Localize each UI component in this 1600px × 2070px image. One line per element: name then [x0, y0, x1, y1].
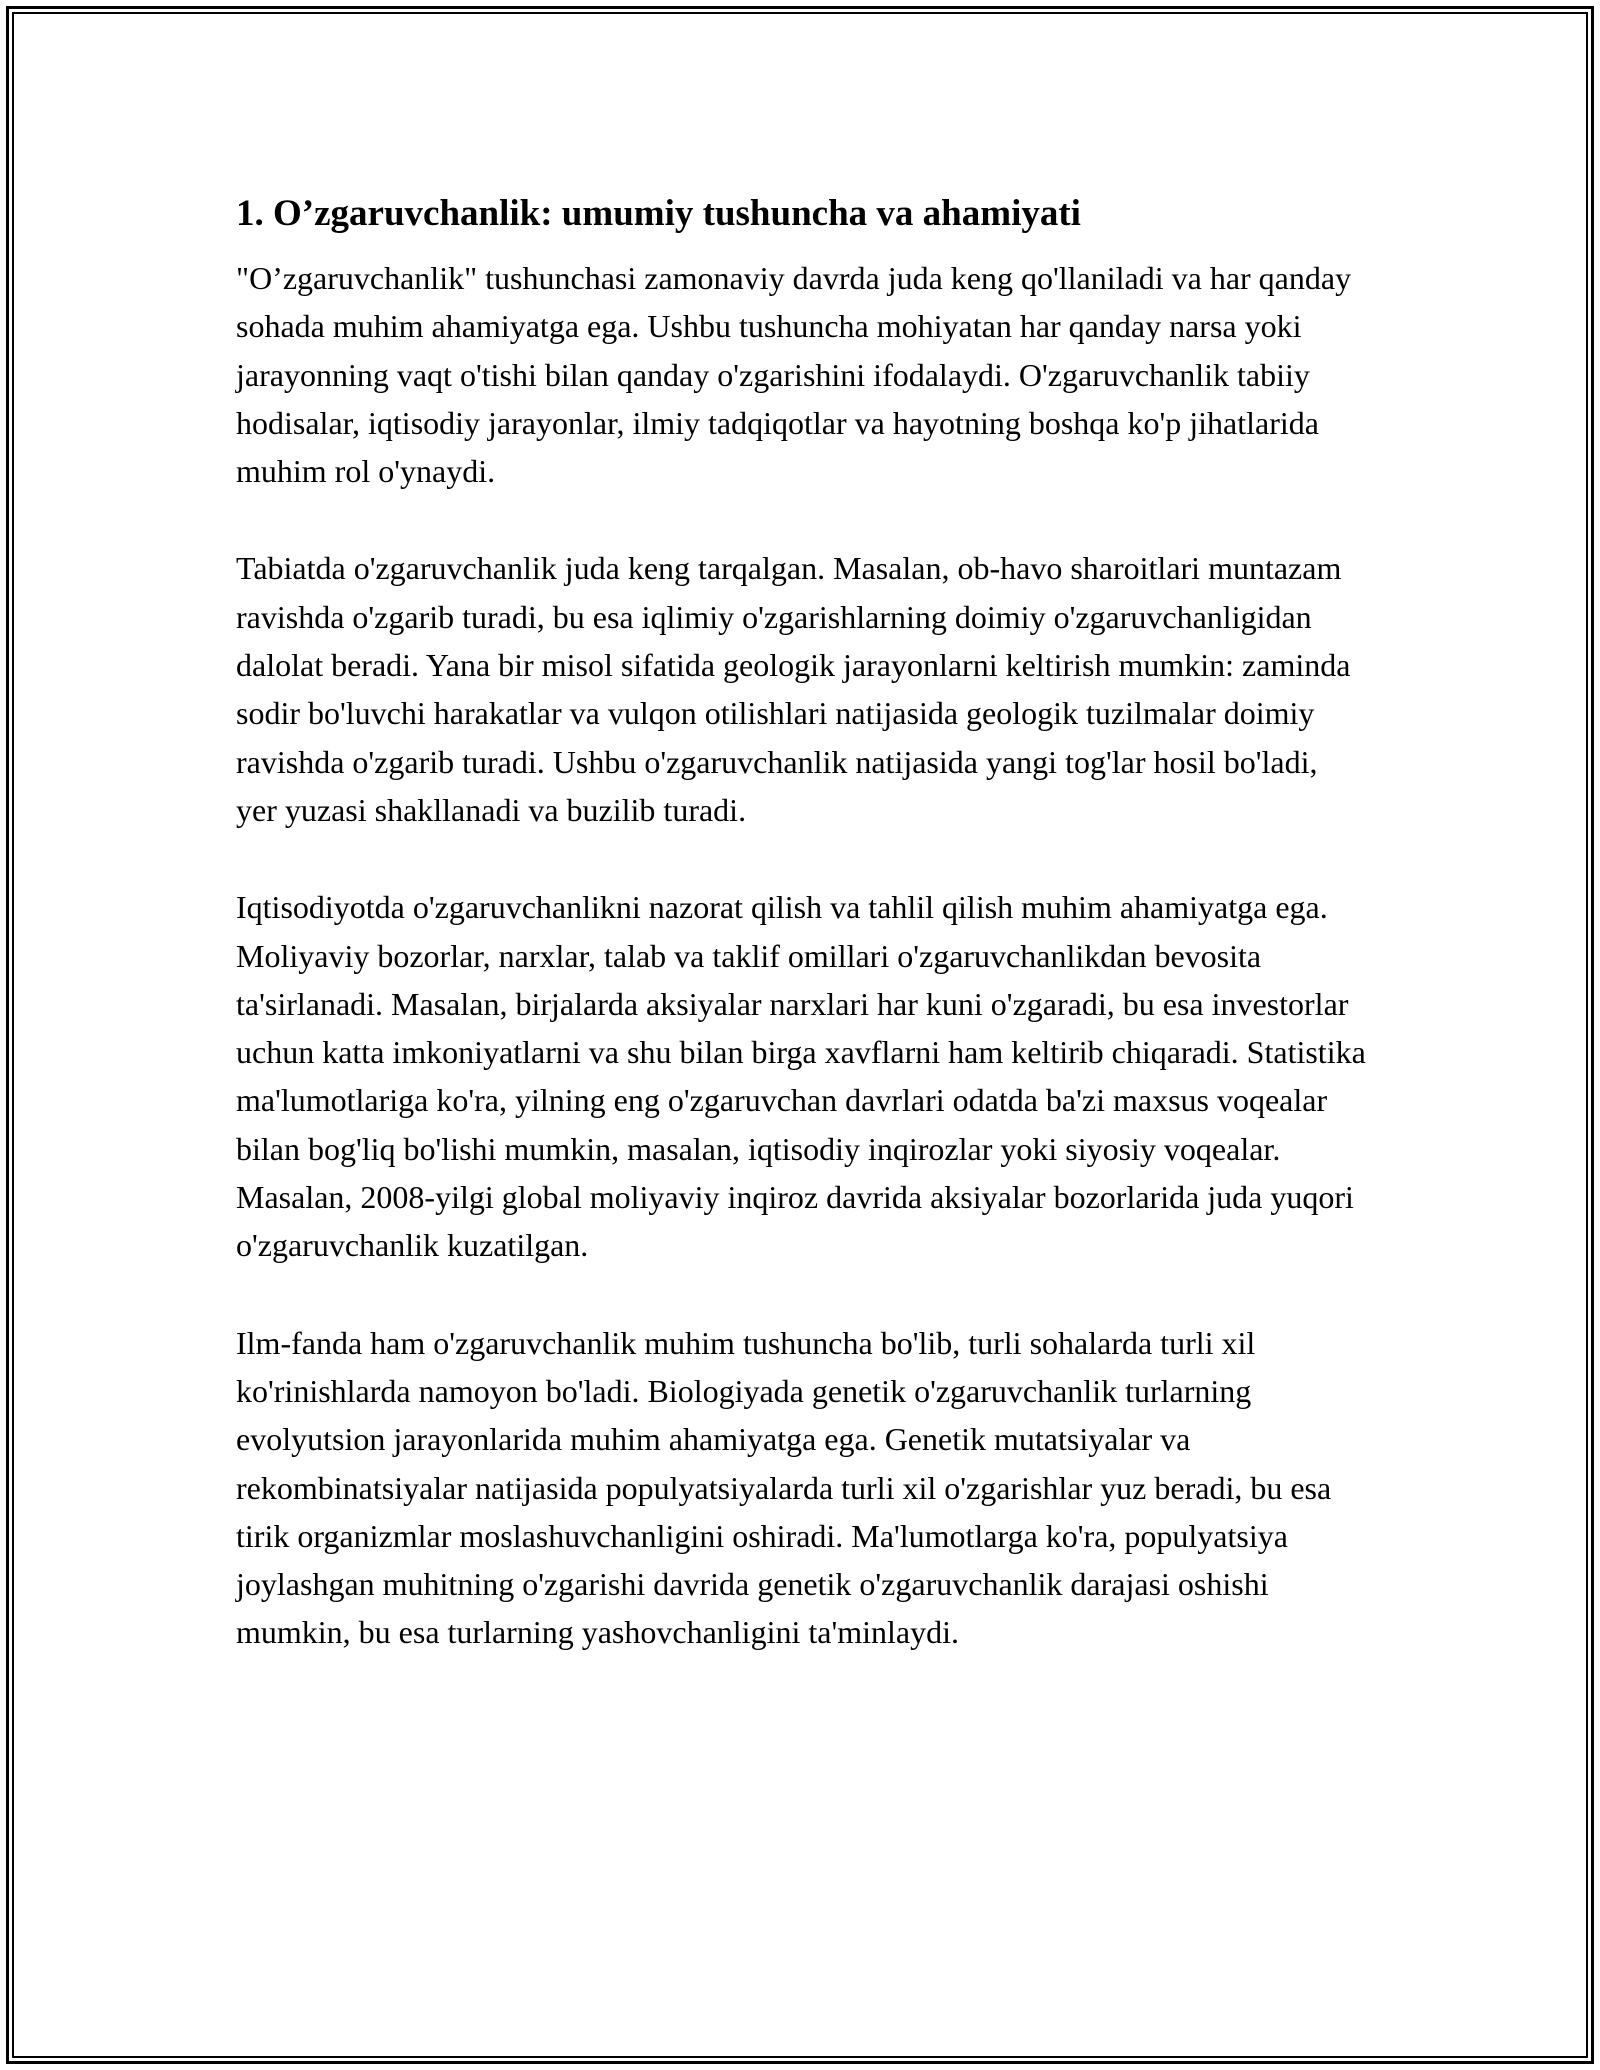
paragraph-science: Ilm-fanda ham o'zgaruvchanlik muhim tushuncha bo'lib, turli sohalarda turli xil ko'rinishlarda namoyon bo'ladi. Biologiyada genetik o'zgaruvchanlik turlarning evolyutsion jarayonlarida muhim ahamiyatga ega. Genetik mutatsiyalar va rekombinatsiyalar natijasida populyatsiyalarda turli xil o'zgarishlar yuz beradi, bu esa tirik organizmlar moslashuvchanligini oshiradi. Ma'lumotlarga ko'ra, populyatsiya joylashgan muhitning o'zgarishi davrida genetik o'zgaruvchanlik darajasi oshishi mumkin, bu esa turlarning yashovchanligini ta'minlaydi. [236, 1324, 1332, 1651]
paragraph-intro: "O’zgaruvchanlik" tushunchasi zamonaviy davrda juda keng qo'llaniladi va har qanday sohada muhim ahamiyatga ega. Ushbu tushuncha mohiyatan har qanday narsa yoki jarayonning vaqt o'tishi bilan qanday o'zgarishini ifodalaydi. O'zgaruvchanlik tabiiy hodisalar, iqtisodiy jarayonlar, ilmiy tadqiqotlar va hayotning boshqa ko'p jihatlarida muhim rol o'ynaydi. [236, 260, 1352, 490]
paragraph-economy: Iqtisodiyotda o'zgaruvchanlikni nazorat qilish va tahlil qilish muhim ahamiyatga ega. Moliyaviy bozorlar, narxlar, talab va taklif omillari o'zgaruvchanlikdan bevosita ta'sirlanadi. Masalan, birjalarda aksiyalar narxlari har kuni o'zgaradi, bu esa investorlar uchun katta imkoniyatlarni va shu bilan birga xavflarni ham keltirib chiqaradi. Statistika ma'lumotlariga ko'ra, yilning eng o'zgaruvchan davrlari odatda ba'zi maxsus voqealar bilan bog'liq bo'lishi mumkin, masalan, iqtisodiy inqirozlar yoki siyosiy voqealar. Masalan, 2008-yilgi global moliyaviy inqiroz davrida aksiyalar bozorlarida juda yuqori o'zgaruvchanlik kuzatilgan. [236, 889, 1366, 1264]
document-body [236, 186, 1366, 1706]
section-heading: 1. O’zgaruvchanlik: umumiy tushuncha va ahamiyati [236, 193, 1081, 234]
paragraph-nature: Tabiatda o'zgaruvchanlik juda keng tarqalgan. Masalan, ob-havo sharoitlari muntazam ravishda o'zgarib turadi, bu esa iqlimiy o'zgarishlarning doimiy o'zgaruvchanligidan dalolat beradi. Yana bir misol sifatida geologik jarayonlarni keltirish mumkin: zaminda sodir bo'luvchi harakatlar va vulqon otilishlari natijasida geologik tuzilmalar doimiy ravishda o'zgarib turadi. Ushbu o'zgaruvchanlik natijasida yangi tog'lar hosil bo'ladi, yer yuzasi shakllanadi va buzilib turadi. [236, 550, 1351, 828]
